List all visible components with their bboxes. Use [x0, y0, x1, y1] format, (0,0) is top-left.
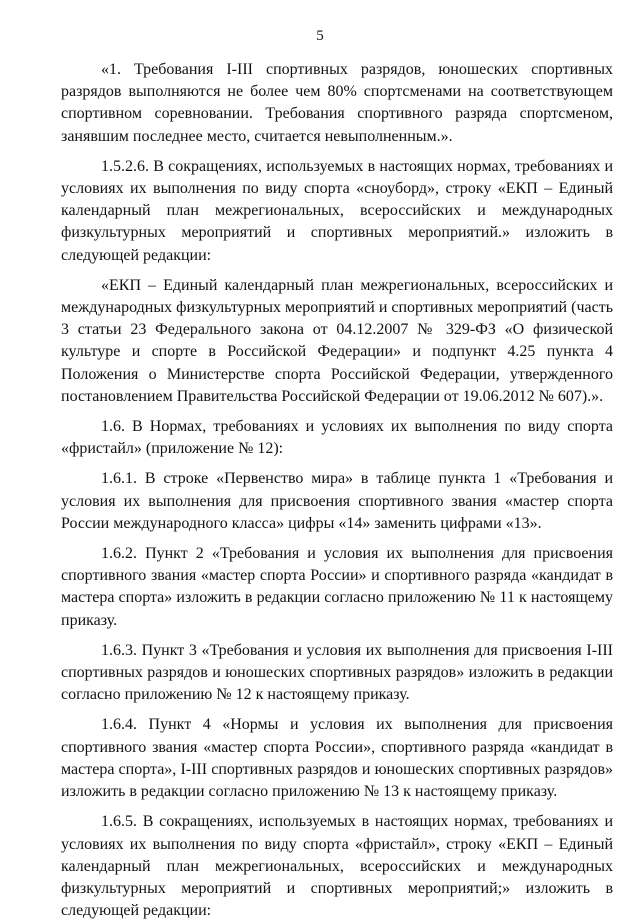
- paragraph-1-6-2: 1.6.2. Пункт 2 «Требования и условия их выполнения для присвоения спортивного звания «мастер спорта России» и спортивного разряда «кандидат в мастера спорта» изложить в редакции согласно приложению № 11 к настоящему приказу.: [61, 545, 613, 629]
- paragraph-ekp-definition: «ЕКП – Единый календарный план межрегиональных, всероссийских и международных физкультурных мероприятий и спортивных мероприятий (часть 3 статьи 23 Федерального закона от 04.12.2007 № 329-ФЗ «О физической культуре и спорте в Российской Федерации» и подпункт 4.25 пункта 4 Положения о Министерстве спорта Российской Федерации, утвержденного постановлением Правительства Российской Федерации от 19.06.2012 № 607).».: [61, 276, 613, 405]
- paragraph-1-6: 1.6. В Нормах, требованиях и условиях их выполнения по виду спорта «фристайл» (приложение № 12):: [61, 418, 613, 458]
- paragraph-1-5-2-6: 1.5.2.6. В сокращениях, используемых в настоящих нормах, требованиях и условиях их выполнения по виду спорта «сноуборд», строку «ЕКП – Единый календарный план межрегиональных, всероссийских и международных физкультурных мероприятий и спортивных мероприятий.» изложить в следующей редакции:: [61, 157, 613, 264]
- paragraph-1-6-3: 1.6.3. Пункт 3 «Требования и условия их выполнения для присвоения I-III спортивных разрядов и юношеских спортивных разрядов» изложить в редакции согласно приложению № 12 к настоящему приказу.: [61, 641, 613, 704]
- paragraph-1-6-4: 1.6.4. Пункт 4 «Нормы и условия их выполнения для присвоения спортивного звания «мастер спорта России», спортивного разряда «кандидат в мастера спорта», I-III спортивных разрядов и юношеских спортивных разрядов» изложить в редакции согласно приложению № 13 к настоящему приказу.: [61, 716, 613, 801]
- paragraph-1-6-1: 1.6.1. В строке «Первенство мира» в таблице пункта 1 «Требования и условия их выполнения для присвоения спортивного звания «мастер спорта России международного класса» цифры «14» заменить цифрами «13».: [61, 470, 613, 532]
- paragraph-quoted-requirement: «1. Требования I-III спортивных разрядов, юношеских спортивных разрядов выполняются не более чем 80% спортсменами на соответствующем спортивном соревновании. Требования спортивного разряда спортсменом, занявшим последнее место, считается невыполненным.».: [61, 61, 613, 145]
- document-body: [61, 59, 613, 923]
- paragraph-1-6-5: 1.6.5. В сокращениях, используемых в настоящих нормах, требованиях и условиях их выполнения по виду спорта «фристайл», строку «ЕКП – Единый календарный план межрегиональных, всероссийских и международных физкультурных мероприятий и спортивных мероприятий;» изложить в следующей редакции:: [61, 813, 613, 920]
- page-number: 5: [316, 28, 324, 44]
